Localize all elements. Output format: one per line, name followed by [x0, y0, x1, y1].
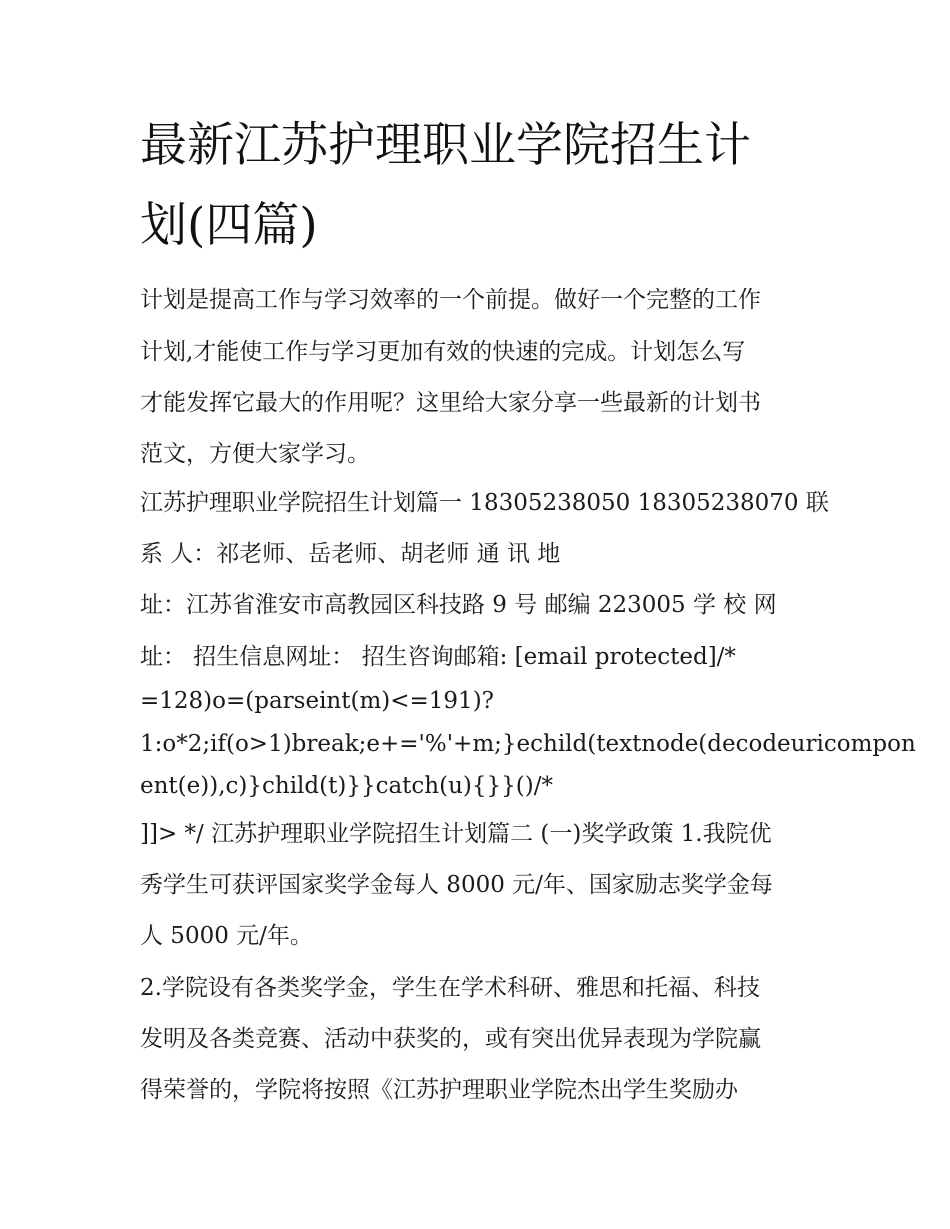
- paragraph-line: 人 5000 元/年。: [140, 923, 313, 949]
- paragraph-line: =128)o=(parseint(m)<=191)?: [140, 688, 494, 714]
- paragraph-line: 范文，方便大家学习。: [140, 441, 370, 467]
- paragraph-line: 2.学院设有各类奖学金，学生在学术科研、雅思和托福、科技: [140, 975, 760, 1001]
- paragraph-line: ]]> */ 江苏护理职业学院招生计划篇二 (一)奖学政策 1.我院优: [140, 821, 772, 847]
- document-title-line-2: 划(四篇): [140, 198, 318, 253]
- paragraph-line: 江苏护理职业学院招生计划篇一 18305238050 18305238070 联: [140, 490, 829, 516]
- paragraph-line: 发明及各类竞赛、活动中获奖的，或有突出优异表现为学院赢: [140, 1026, 761, 1052]
- paragraph-line: 得荣誉的，学院将按照《江苏护理职业学院杰出学生奖励办: [140, 1077, 738, 1103]
- paragraph-line: 1:o*2;if(o>1)break;e+='%'+m;}echild(textnode(decodeuricompon: [140, 731, 916, 757]
- paragraph-line: 址：江苏省淮安市高教园区科技路 9 号 邮编 223005 学 校 网: [140, 592, 777, 618]
- paragraph-line: 才能发挥它最大的作用呢？这里给大家分享一些最新的计划书: [140, 390, 761, 416]
- paragraph-line: 计划是提高工作与学习效率的一个前提。做好一个完整的工作: [140, 287, 761, 313]
- paragraph-line: 秀学生可获评国家奖学金每人 8000 元/年、国家励志奖学金每: [140, 872, 773, 898]
- document-title-line-1: 最新江苏护理职业学院招生计: [140, 118, 751, 173]
- paragraph-line: 址： 招生信息网址： 招生咨询邮箱: [email protected]/*: [140, 644, 736, 670]
- paragraph-line: 系 人：祁老师、岳老师、胡老师 通 讯 地: [140, 541, 561, 567]
- paragraph-line: 计划,才能使工作与学习更加有效的快速的完成。计划怎么写: [140, 339, 746, 365]
- paragraph-line: ent(e)),c)}child(t)}}catch(u){}}()/*: [140, 773, 553, 799]
